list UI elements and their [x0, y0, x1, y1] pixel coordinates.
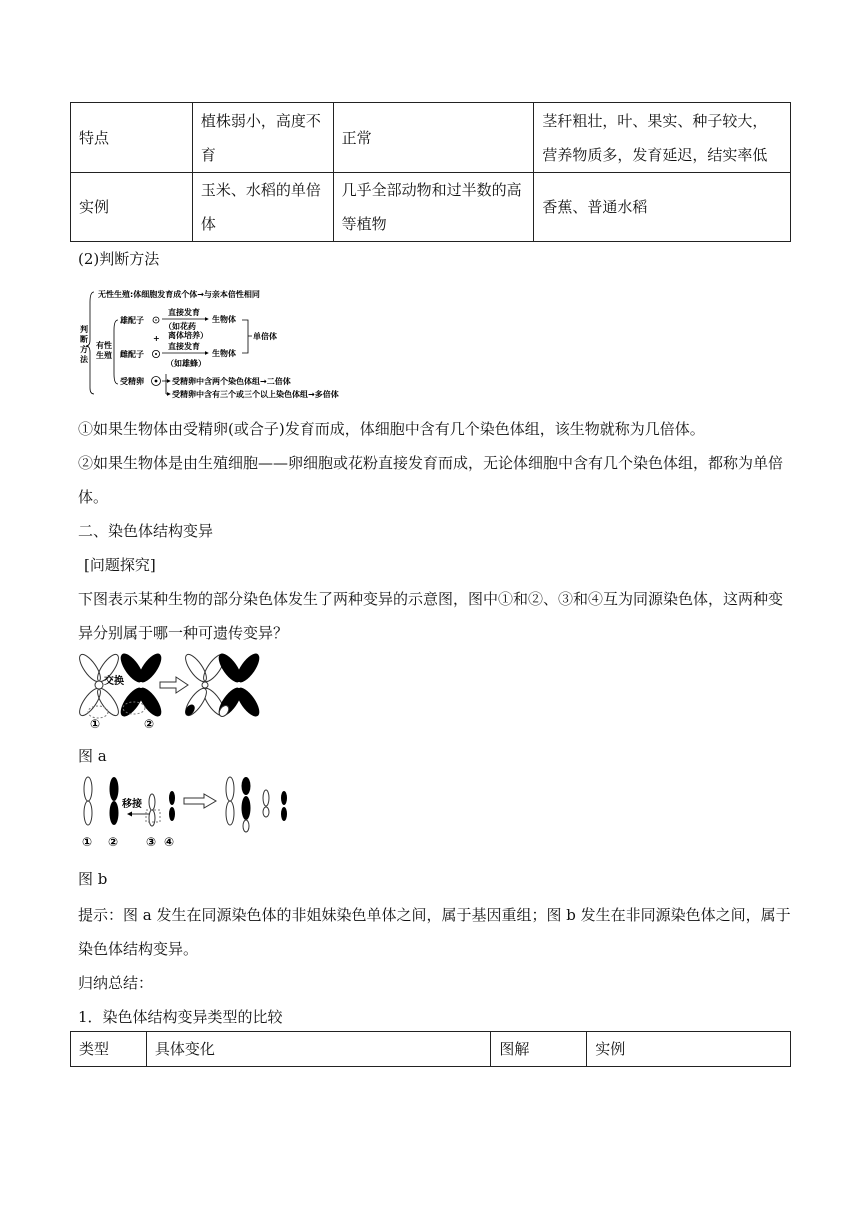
figure-a [76, 652, 266, 732]
table-header-row [71, 1032, 791, 1067]
hint-text: 提示：图 a 发生在同源染色体的非姐妹染色单体之间，属于基因重组；图 b 发生在非同源染色体之间，属于染色体结构变异。 [78, 906, 791, 958]
polyploid-result: 受精卵中含有三个或三个以上染色体组→多倍体 [172, 390, 339, 399]
label-1: ① [90, 717, 101, 731]
summary-label: 归纳总结： [78, 974, 154, 992]
figure-a-caption: 图 a [78, 747, 107, 765]
row-label: 实例 [71, 173, 193, 242]
label-2: ② [144, 717, 155, 731]
chromosome-b4 [169, 791, 175, 821]
label-b2: ② [108, 835, 119, 849]
point-1: ①如果生物体由受精卵(或合子)发育而成，体细胞中含有几个染色体组，该生物就称为几倍体。 [78, 420, 705, 438]
table-row [71, 173, 791, 242]
point-2: ②如果生物体是由生殖细胞——卵细胞或花粉直接发育而成，无论体细胞中含有几个染色体组，都称为单倍体。 [78, 454, 784, 506]
item-1: 1．染色体结构变异类型的比较 [78, 1008, 283, 1026]
male-gamete: 雄配子 [120, 316, 144, 325]
row-label: 特点 [71, 103, 193, 173]
zygote-label: 受精卵 [120, 377, 144, 386]
exchange-label: 交换 [104, 676, 124, 687]
figure-b-caption: 图 b [78, 870, 108, 888]
haploid-cell: 玉米、水稻的单倍体 [192, 173, 333, 242]
question-tag: [问题探究] [84, 556, 156, 574]
polyploid-cell: 茎秆粗壮，叶、果实、种子较大，营养物质多，发育延迟，结实率低 [534, 103, 791, 173]
direct-develop-2: 直接发育 [168, 342, 200, 351]
svg-text:离体培养）: 离体培养） [168, 331, 208, 340]
ploidy-comparison-table [70, 102, 791, 242]
organism-1: 生物体 [212, 315, 236, 324]
sexual-text: 有性 [96, 341, 112, 350]
svg-text:+: + [153, 334, 160, 343]
structural-variation-table [70, 1031, 791, 1067]
note-drone: （如雄蜂） [166, 359, 206, 368]
svg-text:生殖: 生殖 [96, 351, 112, 360]
heading-structural-variation: 二、染色体结构变异 [78, 522, 214, 540]
diagram-side-label-1: 判 [80, 325, 88, 334]
section-method-title: (2)判断方法 [78, 250, 160, 268]
label-b4: ④ [164, 835, 175, 849]
svg-text:法: 法 [80, 355, 88, 364]
chromosome-b1 [84, 777, 92, 825]
normal-cell: 正常 [333, 103, 534, 173]
organism-2: 生物体 [212, 349, 236, 358]
question-text: 下图表示某种生物的部分染色体发生了两种变异的示意图，图中①和②、③和④互为同源染色体，这两种变异分别属于哪一种可遗传变异？ [78, 590, 784, 642]
haploid-cell: 植株弱小，高度不育 [192, 103, 333, 173]
header-change: 具体变化 [146, 1032, 490, 1067]
move-label: 移接 [122, 799, 142, 810]
asexual-text: 无性生殖:体细胞发育成个体→与亲本倍性相同 [98, 290, 260, 299]
header-diagram: 图解 [491, 1032, 587, 1067]
direct-develop-1: 直接发育 [168, 308, 200, 317]
chromosome-b2 [110, 777, 119, 825]
haploid-result: 单倍体 [253, 332, 277, 341]
label-b1: ① [82, 835, 93, 849]
label-b3: ③ [146, 835, 157, 849]
diploid-result: 受精卵中含两个染色体组→二倍体 [172, 377, 291, 386]
polyploid-cell: 香蕉、普通水稻 [534, 173, 791, 242]
table-row [71, 103, 791, 173]
normal-cell: 几乎全部动物和过半数的高等植物 [333, 173, 534, 242]
svg-text:方: 方 [80, 345, 88, 354]
female-gamete: 雌配子 [120, 350, 144, 359]
svg-text:断: 断 [80, 335, 88, 344]
header-example: 实例 [587, 1032, 791, 1067]
judgement-diagram [78, 284, 368, 402]
header-type: 类型 [71, 1032, 147, 1067]
note-anther: （如花药 [164, 322, 196, 331]
figure-b [80, 776, 300, 850]
